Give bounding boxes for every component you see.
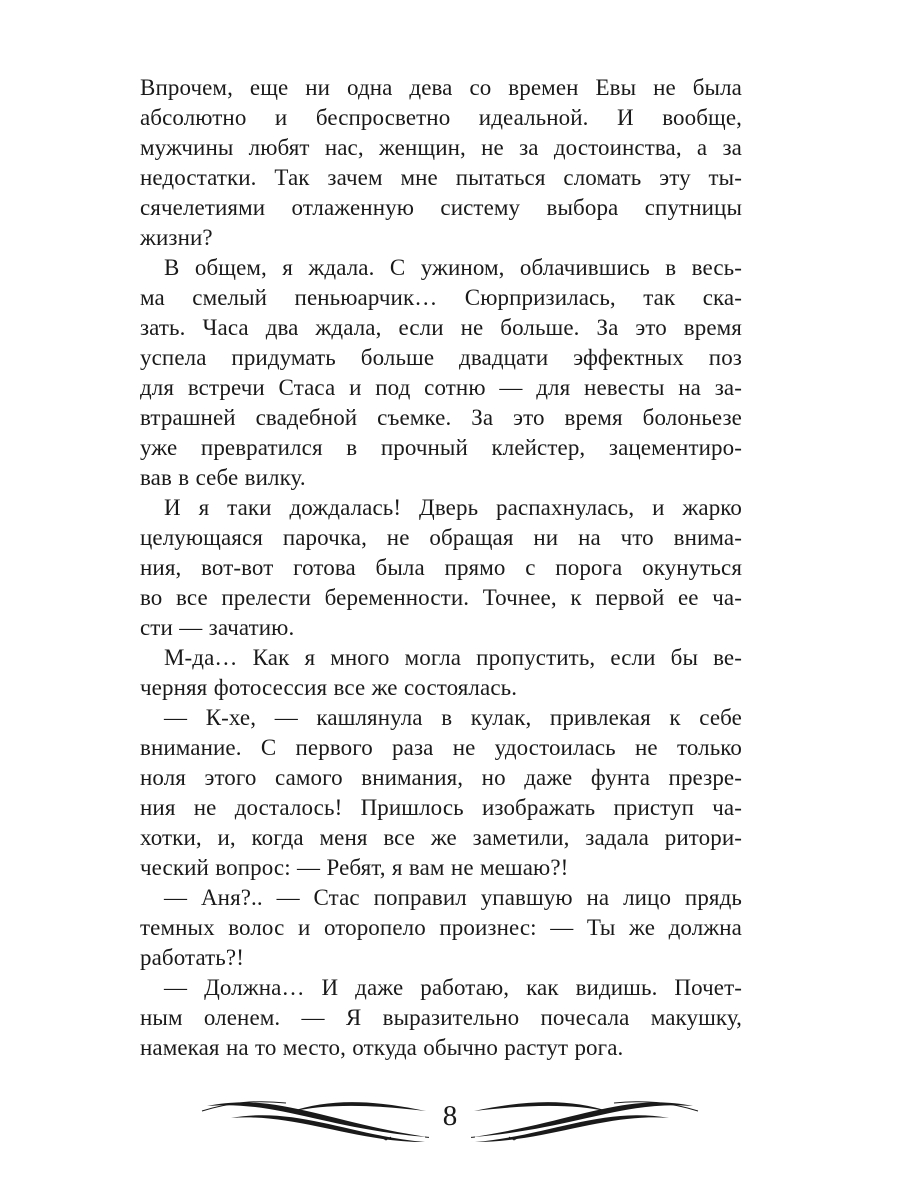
page-footer <box>0 1092 900 1144</box>
text-line: целующаяся парочка, не обращая ни на что внима- <box>140 525 742 550</box>
text-line: — Аня?.. — Стас поправил упавшую на лицо прядь <box>164 885 742 910</box>
text-line: ния не досталось! Пришлось изображать приступ ча- <box>140 795 742 820</box>
text-line: — К-хе, — кашлянула в кулак, привлекая к себе <box>164 705 742 730</box>
text-line: жизни? <box>140 225 213 250</box>
text-line: ноля этого самого внимания, но даже фунта презре- <box>140 765 742 790</box>
body-text <box>140 73 742 1063</box>
text-line: ческий вопрос: — Ребят, я вам не мешаю?! <box>140 855 569 880</box>
text-line: сячелетиями отлаженную систему выбора спутницы <box>140 195 742 220</box>
text-line: намекая на то место, откуда обычно растут рога. <box>140 1035 624 1060</box>
text-line: успела придумать больше двадцати эффектных поз <box>140 345 742 370</box>
text-line: темных волос и оторопело произнес: — Ты же должна <box>140 915 742 940</box>
text-line: во все прелести беременности. Точнее, к первой ее ча- <box>140 585 742 610</box>
text-line: ма смелый пеньюарчик… Сюрпризилась, так ска- <box>140 285 742 310</box>
text-line: втрашней свадебной съемке. За это время болоньезе <box>140 405 742 430</box>
text-line: И я таки дождалась! Дверь распахнулась, и жарко <box>164 495 742 520</box>
text-line: мужчины любят нас, женщин, не за достоинства, а за <box>140 135 742 160</box>
text-line: зать. Часа два ждала, если не больше. За это время <box>140 315 742 340</box>
flourish-left-icon <box>201 1092 429 1144</box>
text-line: М-да… Как я много могла пропустить, если бы ве- <box>164 645 742 670</box>
text-line: вав в себе вилку. <box>140 465 306 490</box>
text-line: уже превратился в прочный клейстер, зацементиро- <box>140 435 742 460</box>
text-line: для встречи Стаса и под сотню — для невесты на за- <box>140 375 742 400</box>
text-line: недостатки. Так зачем мне пытаться сломать эту ты- <box>140 165 742 190</box>
text-line: сти — зачатию. <box>140 615 295 640</box>
text-line: работать?! <box>140 945 244 970</box>
text-line: ным оленем. — Я выразительно почесала макушку, <box>140 1005 742 1030</box>
text-line: черняя фотосессия все же состоялась. <box>140 675 518 700</box>
text-line: Впрочем, еще ни одна дева со времен Евы не была <box>140 75 742 100</box>
text-line: абсолютно и беспросветно идеальной. И вообще, <box>140 105 742 130</box>
text-line: внимание. С первого раза не удостоилась не только <box>140 735 742 760</box>
text-line: — Должна… И даже работаю, как видишь. Почет- <box>164 975 742 1000</box>
text-line: хотки, и, когда меня все же заметили, задала ритори- <box>140 825 742 850</box>
flourish-right-icon <box>471 1092 699 1144</box>
text-line: ния, вот-вот готова была прямо с порога окунуться <box>140 555 742 580</box>
page-number: 8 <box>442 1099 458 1132</box>
text-line: В общем, я ждала. С ужином, облачившись в весь- <box>164 255 742 280</box>
